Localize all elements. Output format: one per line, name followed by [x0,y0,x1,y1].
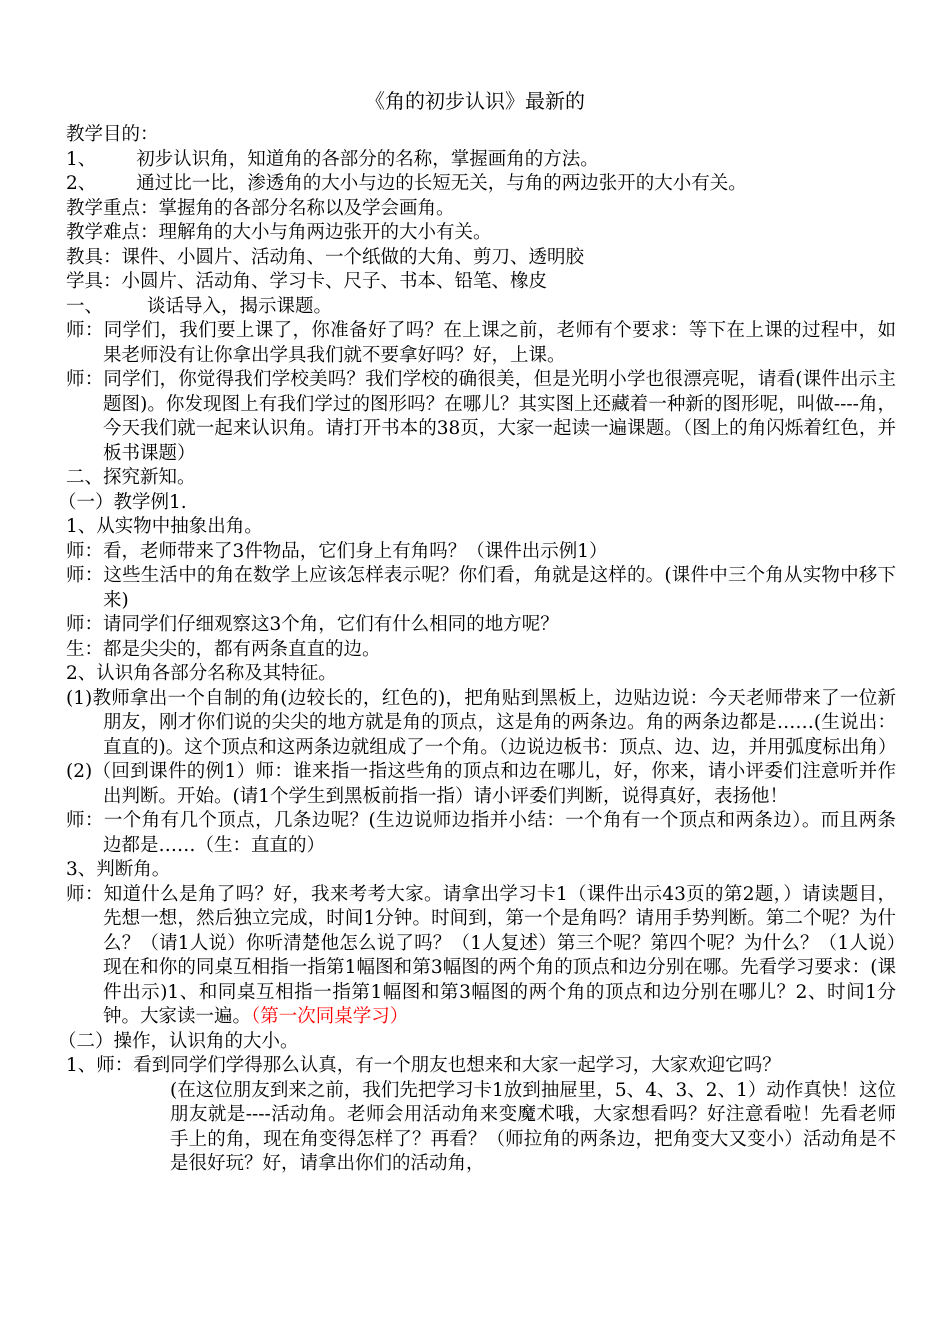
sub-heading: 1、从实物中抽象出角。 [66,516,263,537]
dialogue-paragraph [66,883,896,1030]
sub-heading: 2、认识角各部分名称及其特征。 [66,663,337,684]
objectives-heading: 教学目的： [66,124,159,145]
stage-two-heading: 二、探究新知。 [66,467,196,488]
learning-aids: 学具：小圆片、活动角、学习卡、尺子、书本、铅笔、橡皮 [66,271,548,292]
activity-paragraph: (1)教师拿出一个自制的角(边较长的，红色的)，把角贴到黑板上，边贴边说：今天老师带来了一位新朋友，刚才你们说的尖尖的地方就是角的顶点，这是角的两条边。角的两条边都是……(生说出：直直的)。这个顶点和这两条边就组成了一个角。（边说边板书：顶点、边、边，并用弧度标出角） [66,687,897,758]
section-heading: （二）操作，认识角的大小。 [58,1030,299,1052]
activity-text: 看到同学们学得那么认真，有一个朋友也想来和大家一起学习，大家欢迎它吗？ [133,1055,781,1076]
dialogue-paragraph: 师：同学们，我们要上课了，你准备好了吗？在上课之前，老师有个要求：等下在上课的过程中，如果老师没有让你拿出学具我们就不要拿好吗？好，上课。 [66,320,896,366]
document-title: 《角的初步认识》最新的 [365,89,585,113]
objective-number: 1、 [66,148,97,170]
dialogue-paragraph: 师：请同学们仔细观察这3个角，它们有什么相同的地方呢？ [66,614,559,635]
stage-number: 一、 [66,295,104,317]
objective-text: 初步认识角，知道角的各部分的名称，掌握画角的方法。 [136,148,599,170]
objective-item-1 [66,148,896,173]
dialogue-paragraph: 师：同学们，你觉得我们学校美吗？我们学校的确很美，但是光明小学也很漂亮呢，请看(课件出示主题图)。你发现图上有我们学过的图形吗？在哪儿？其实图上还藏着一种新的图形呢，叫做----角，今天我们就一起来认识角。请打开书本的38页，大家一起读一遍课题。（图上的角闪烁着红色，并板书课题） [66,369,896,464]
objective-text: 通过比一比，渗透角的大小与边的长短无关，与角的两边张开的大小有关。 [136,173,747,194]
key-point: 教学重点：掌握角的各部分名称以及学会画角。 [66,197,455,219]
objective-item-2 [66,172,896,197]
dialogue-text: 师：知道什么是角了吗？好，我来考考大家。请拿出学习卡1（课件出示43页的第2题，）请读题目，先想一想，然后独立完成，时间1分钟。时间到，第一个是角吗？请用手势判断。第二个呢？为什么？（请1人说）你听清楚他怎么说了吗？（1人复述）第三个呢？第四个呢？为什么？（1人说）现在和你的同桌互相指一指第1幅图和第3幅图的两个角的顶点和边分别在哪。先看学习要求：(课件出示)1、和同桌互相指一指第1幅图和第3幅图的两个角的顶点和边分别在哪儿？2、时间1分钟。大家读一遍。 [66,883,896,1027]
stage-one-heading [66,295,896,320]
activity-continuation: (在这位朋友到来之前，我们先把学习卡1放到抽屉里，5、4、3、2、1）动作真快！这位朋友就是----活动角。老师会用活动角来变魔术哦，大家想看吗？好注意看啦！先看老师手上的角，现在角变得怎样了？再看？（师拉角的两条边，把角变大又变小）活动角是不是很好玩？好，请拿出你们的活动角， [170,1079,896,1174]
highlighted-note: （第一次同桌学习） [251,1006,409,1027]
sub-heading: 3、判断角。 [66,859,171,880]
activity-speaker: 1、师： [66,1055,134,1076]
dialogue-paragraph: 师：一个角有几个顶点，几条边呢？(生边说师边指并小结：一个角有一个顶点和两条边）。而且两条边都是……（生：直直的） [66,810,896,856]
teaching-aids: 教具：课件、小圆片、活动角、一个纸做的大角、剪刀、透明胶 [66,246,585,268]
stage-text: 谈话导入，揭示课题。 [147,295,333,317]
activity-first-line [66,1054,896,1079]
section-heading: （一）教学例1. [58,491,187,513]
difficult-point: 教学难点：理解角的大小与角两边张开的大小有关。 [66,222,492,243]
dialogue-paragraph: 师：看，老师带来了3件物品，它们身上有角吗？（课件出示例1） [66,540,608,562]
activity-paragraph: (2)（回到课件的例1）师：谁来指一指这些角的顶点和边在哪儿，好，你来，请小评委们注意听并作出判断。开始。(请1个学生到黑板前指一指）请小评委们判断，说得真好，表扬他！ [66,761,896,807]
dialogue-paragraph: 师：这些生活中的角在数学上应该怎样表示呢？你们看，角就是这样的。(课件中三个角从实物中移下来) [66,565,896,611]
objective-number: 2、 [66,173,97,194]
document-body [58,123,897,1177]
dialogue-paragraph: 生：都是尖尖的，都有两条直直的边。 [66,638,381,660]
